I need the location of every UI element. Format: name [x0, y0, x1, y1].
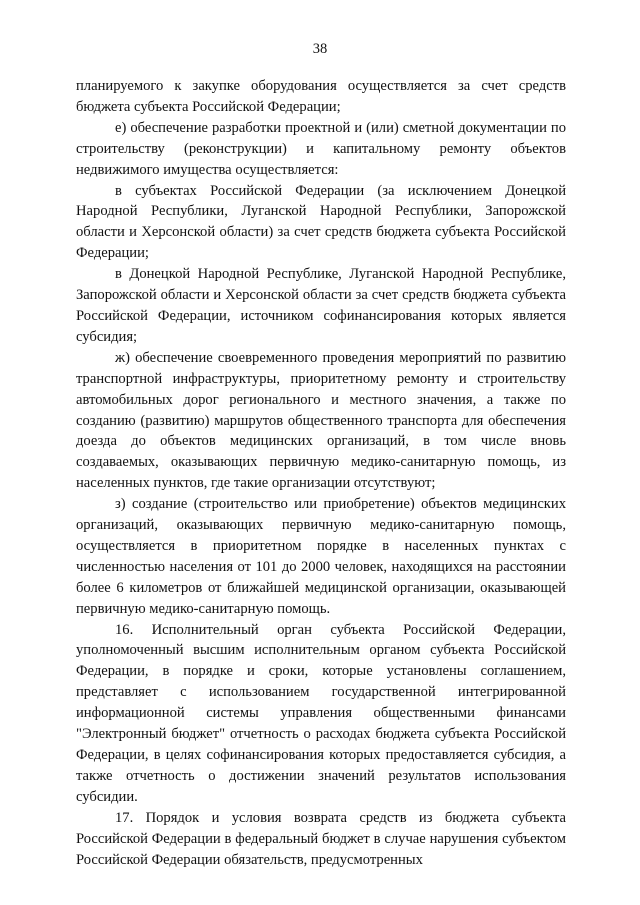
paragraph-section-16: 16. Исполнительный орган субъекта Российской Федерации, уполномоченный высшим исполнительным органом субъекта Российской Федерации, в порядке и сроки, которые установлены соглашением, представляет с использованием государственной интегрированной информационной системы управления общественными финансами "Электронный бюджет" отчетность о расходах бюджета субъекта Российской Федерации, в целях софинансирования которых предоставляется субсидия, а также отчетность о достижении значений результатов использования субсидии.	[76, 621, 566, 805]
page-number: 38	[312, 41, 328, 57]
paragraph-item-z: з) создание (строительство или приобретение) объектов медицинских организаций, оказывающих первичную медико-санитарную помощь, осуществляется в приоритетном порядке в населенных пунктах с численностью населения от 101 до 2000 человек, находящихся на расстоянии более 6 километров от ближайшей медицинской организации, оказывающей первичную медико-санитарную помощь.	[76, 496, 566, 617]
paragraph-item-zh: ж) обеспечение своевременного проведения мероприятий по развитию транспортной инфраструктуры, приоритетному ремонту и строительству автомобильных дорог регионального и местного значения, а также по созданию (развитию) маршрутов общественного транспорта для обеспечения доезда до объектов медицинских организаций, в том числе вновь создаваемых, оказывающих первичную медико-санитарную помощь, из населенных пунктов, где такие организации отсутствуют;	[76, 349, 566, 492]
paragraph-section-17: 17. Порядок и условия возврата средств из бюджета субъекта Российской Федерации в федеральный бюджет в случае нарушения субъектом Российской Федерации обязательств, предусмотренных	[76, 809, 566, 868]
paragraph-item-e: е) обеспечение разработки проектной и (или) сметной документации по строительству (реконструкции) и капитальному ремонту объектов недвижимого имущества осуществляется:	[76, 119, 566, 178]
paragraph-subjects-federation: в субъектах Российской Федерации (за исключением Донецкой Народной Республики, Луганской Народной Республики, Запорожской области и Херсонской области) за счет средств бюджета субъекта Российской Федерации;	[76, 182, 566, 262]
document-body	[76, 76, 566, 870]
paragraph-new-regions: в Донецкой Народной Республике, Луганской Народной Республике, Запорожской области и Херсонской области за счет средств бюджета субъекта Российской Федерации, источником софинансирования которых является субсидия;	[76, 266, 566, 345]
paragraph-continuation: планируемого к закупке оборудования осуществляется за счет средств бюджета субъекта Российской Федерации;	[76, 78, 566, 115]
